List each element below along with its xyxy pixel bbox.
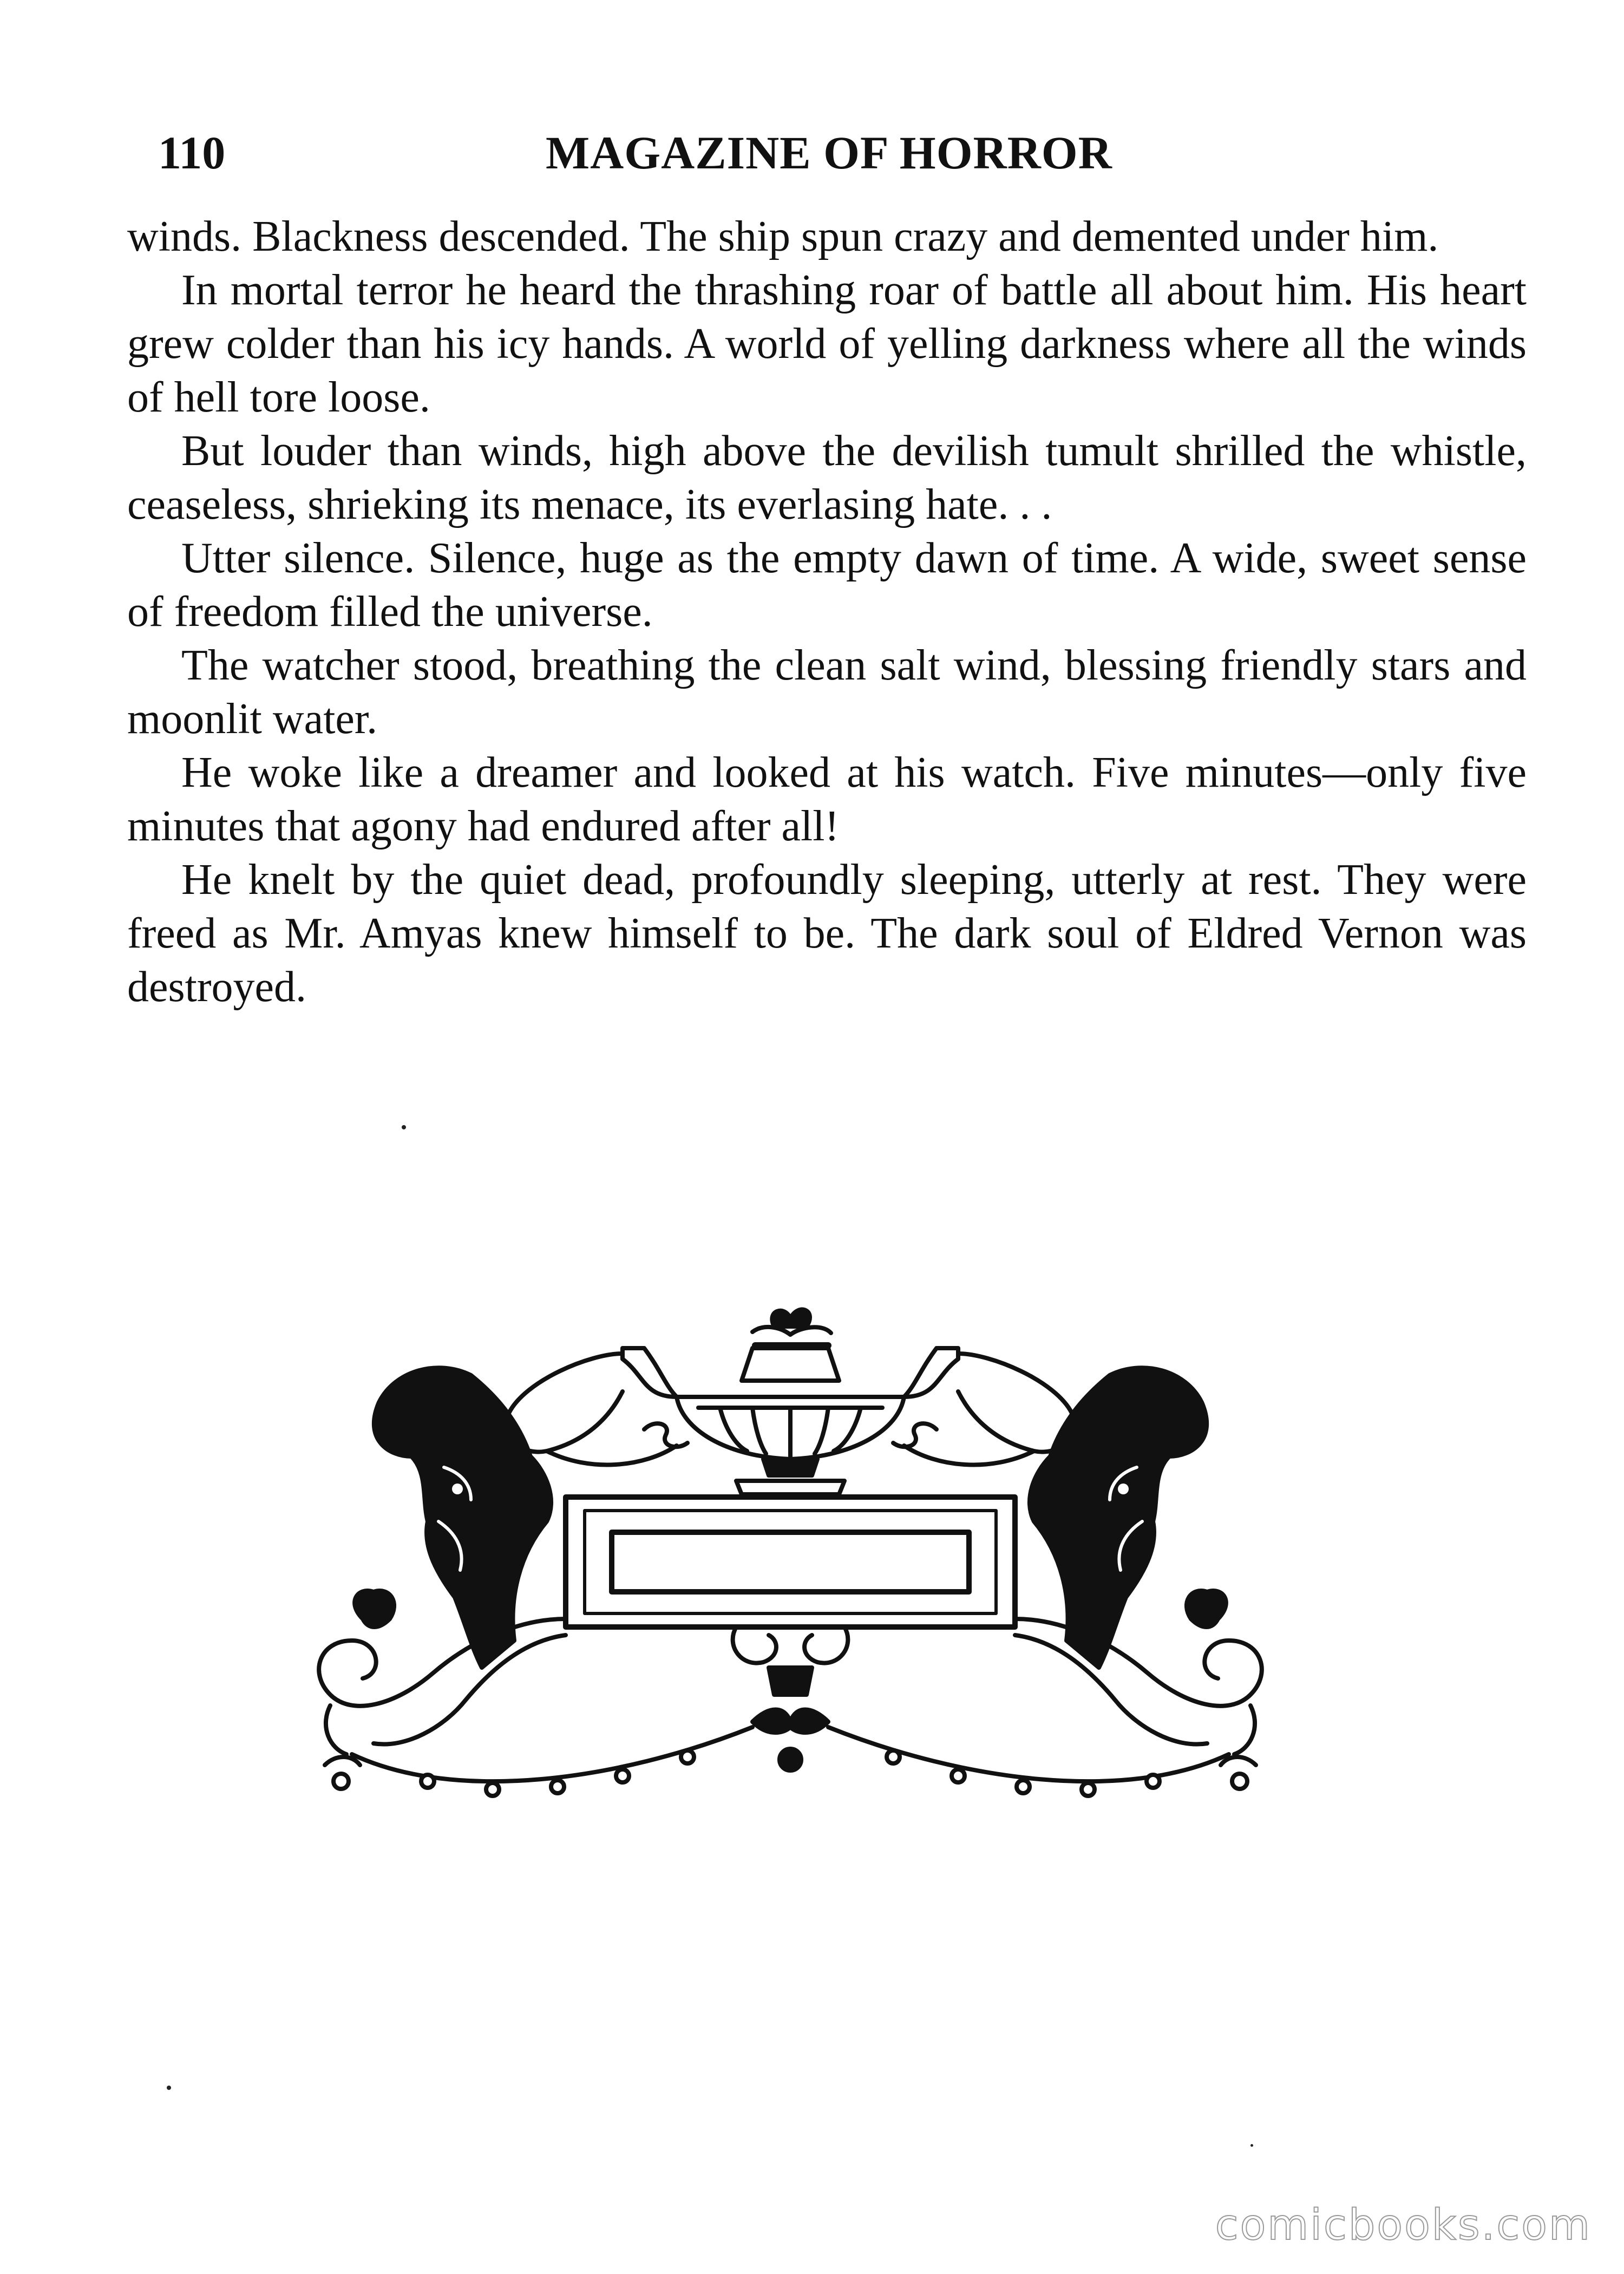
finial-icon	[752, 1310, 831, 1345]
speck	[167, 2086, 171, 2090]
story-text	[127, 210, 1527, 1014]
page-number: 110	[158, 127, 226, 179]
pendant-icon	[733, 1627, 848, 1770]
paragraph: But louder than winds, high above the devilish tumult shrilled the whistle, ceaseless, shrieking its menace, its everlasing hate. . .	[127, 427, 1527, 528]
paragraph: He woke like a dreamer and looked at his watch. Five minutes—only five minutes that agony had endured after all!	[127, 749, 1527, 850]
paragraph: The watcher stood, breathing the clean salt wind, blessing friendly stars and moonlit water.	[127, 642, 1527, 743]
speck	[1250, 2144, 1253, 2147]
paragraph: He knelt by the quiet dead, profoundly sleeping, utterly at rest. They were freed as Mr. Amyas knew himself to be. The dark soul of Eldred Vernon was destroyed.	[127, 856, 1527, 1011]
speck	[402, 1125, 406, 1129]
ornament-cartouche-icon	[265, 1294, 1315, 1814]
urn-icon	[623, 1348, 958, 1494]
page-header	[158, 126, 1528, 185]
right-scroll-icon	[1015, 1591, 1262, 1789]
paragraph: Utter silence. Silence, huge as the empty dawn of time. A wide, sweet sense of freedom filled the universe.	[127, 534, 1527, 636]
running-title: MAGAZINE OF HORROR	[546, 127, 1112, 179]
paragraph: winds. Blackness descended. The ship spun crazy and demented under him.	[127, 213, 1439, 260]
paragraph: In mortal terror he heard the thrashing roar of battle all about him. His heart grew colder than his icy hands. A world of yelling darkness where all the winds of hell tore loose.	[127, 266, 1527, 421]
left-scroll-icon	[319, 1591, 566, 1789]
watermark: comicbooks.com	[1215, 2201, 1592, 2250]
panel-icon	[566, 1497, 1015, 1627]
